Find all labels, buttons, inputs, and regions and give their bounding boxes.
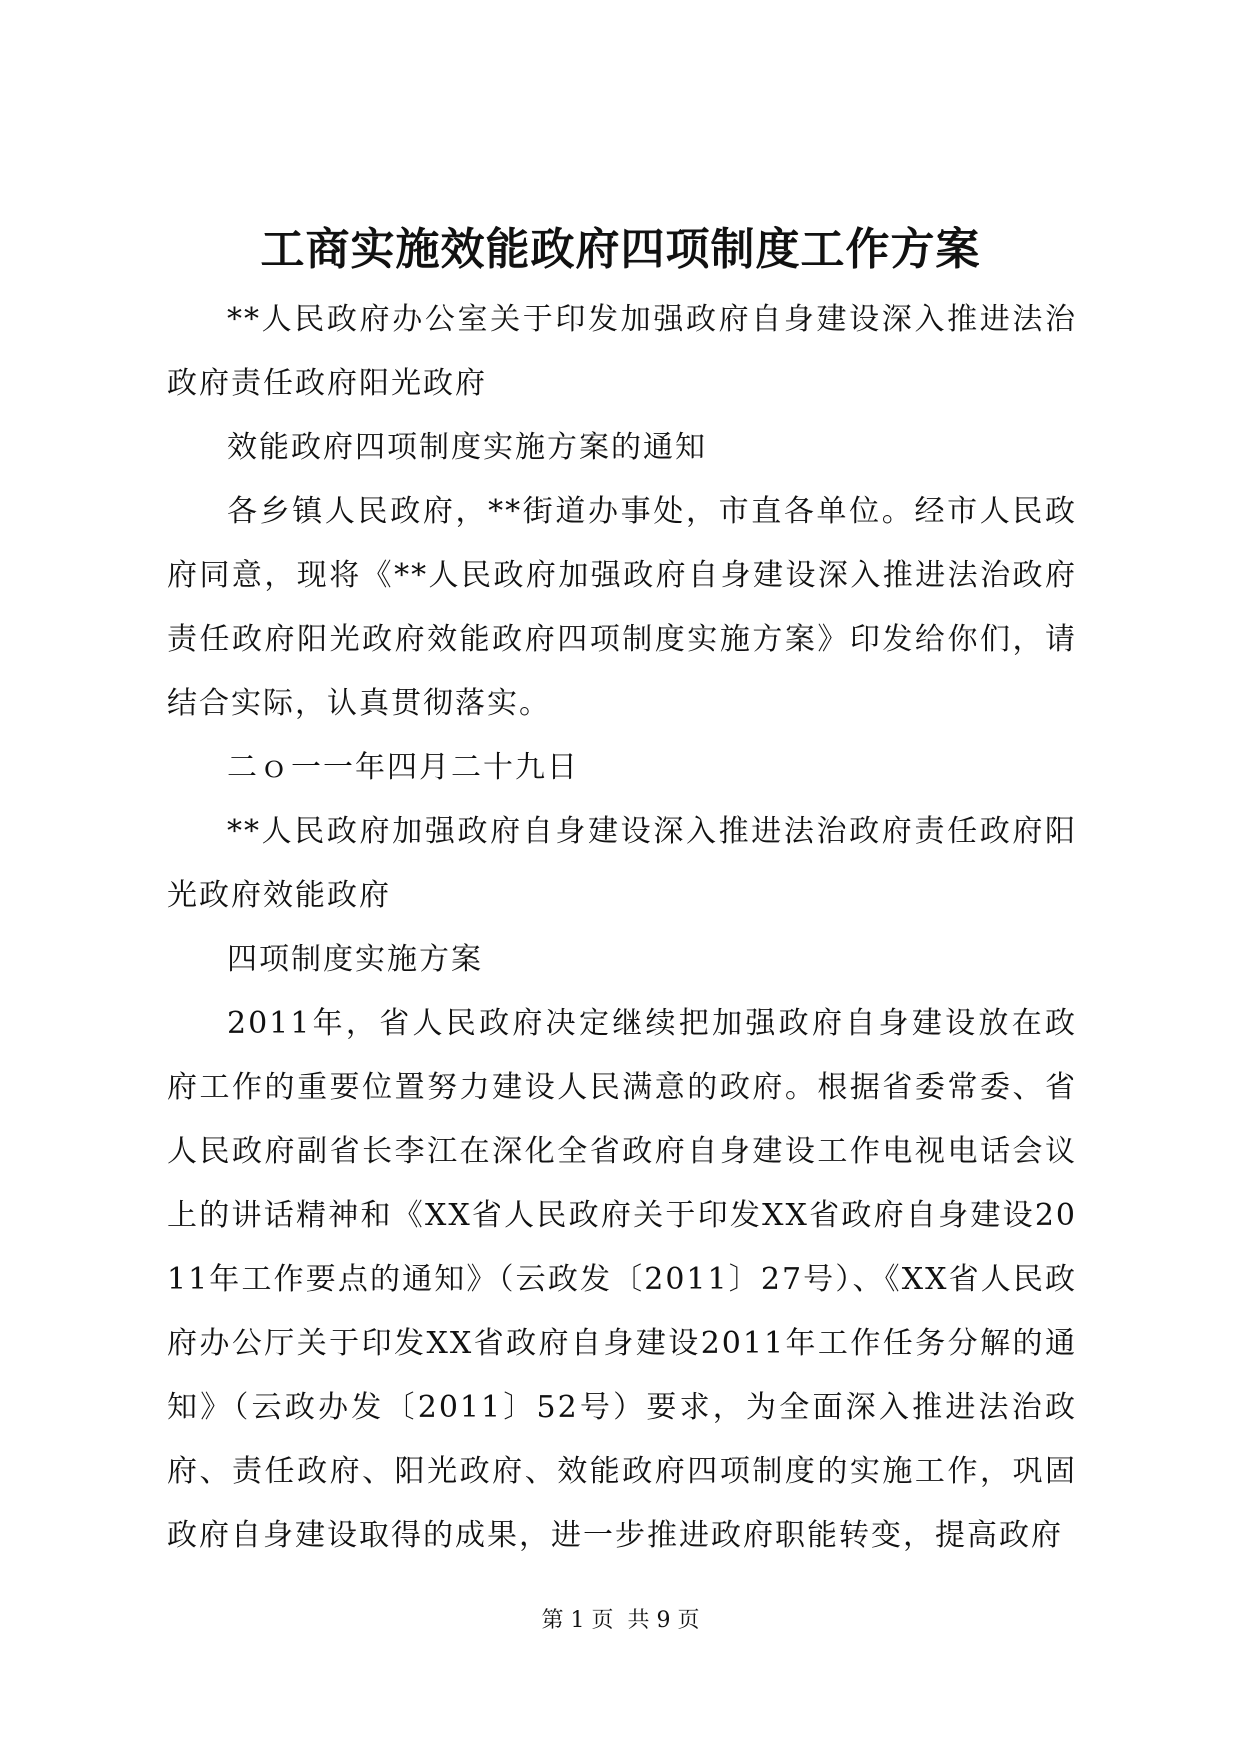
document-title: 工商实施效能政府四项制度工作方案 xyxy=(260,224,981,275)
paragraph-notice-body: 各乡镇人民政府，**街道办事处，市直各单位。经市人民政府同意，现将《**人民政府加强政府自身建设深入推进法治政府责任政府阳光政府效能政府四项制度实施方案》印发给你们，请结合实际，认真贯彻落实。 xyxy=(167,494,1077,721)
document-body xyxy=(167,288,1077,1568)
page-footer: 第 1 页 共 9 页 xyxy=(541,1608,700,1633)
paragraph-notice-heading-line-2: 效能政府四项制度实施方案的通知 xyxy=(227,430,707,465)
paragraph-date: 二ｏ一一年四月二十九日 xyxy=(227,750,579,785)
paragraph-plan-heading-line-1: **人民政府加强政府自身建设深入推进法治政府责任政府阳光政府效能政府 xyxy=(167,814,1077,913)
paragraph-plan-body: 2011年，省人民政府决定继续把加强政府自身建设放在政府工作的重要位置努力建设人民满意的政府。根据省委常委、省人民政府副省长李江在深化全省政府自身建设工作电视电话会议上的讲话精神和《XX省人民政府关于印发XX省政府自身建设2011年工作要点的通知》（云政发〔2011〕27号）、《XX省人民政府办公厅关于印发XX省政府自身建设2011年工作任务分解的通知》（云政办发〔2011〕52号）要求，为全面深入推进法治政府、责任政府、阳光政府、效能政府四项制度的实施工作，巩固政府自身建设取得的成果，进一步推进政府职能转变，提高政府 xyxy=(167,1006,1077,1553)
paragraph-plan-heading-line-2: 四项制度实施方案 xyxy=(227,942,483,977)
paragraph-notice-heading-line-1: **人民政府办公室关于印发加强政府自身建设深入推进法治政府责任政府阳光政府 xyxy=(167,302,1077,401)
